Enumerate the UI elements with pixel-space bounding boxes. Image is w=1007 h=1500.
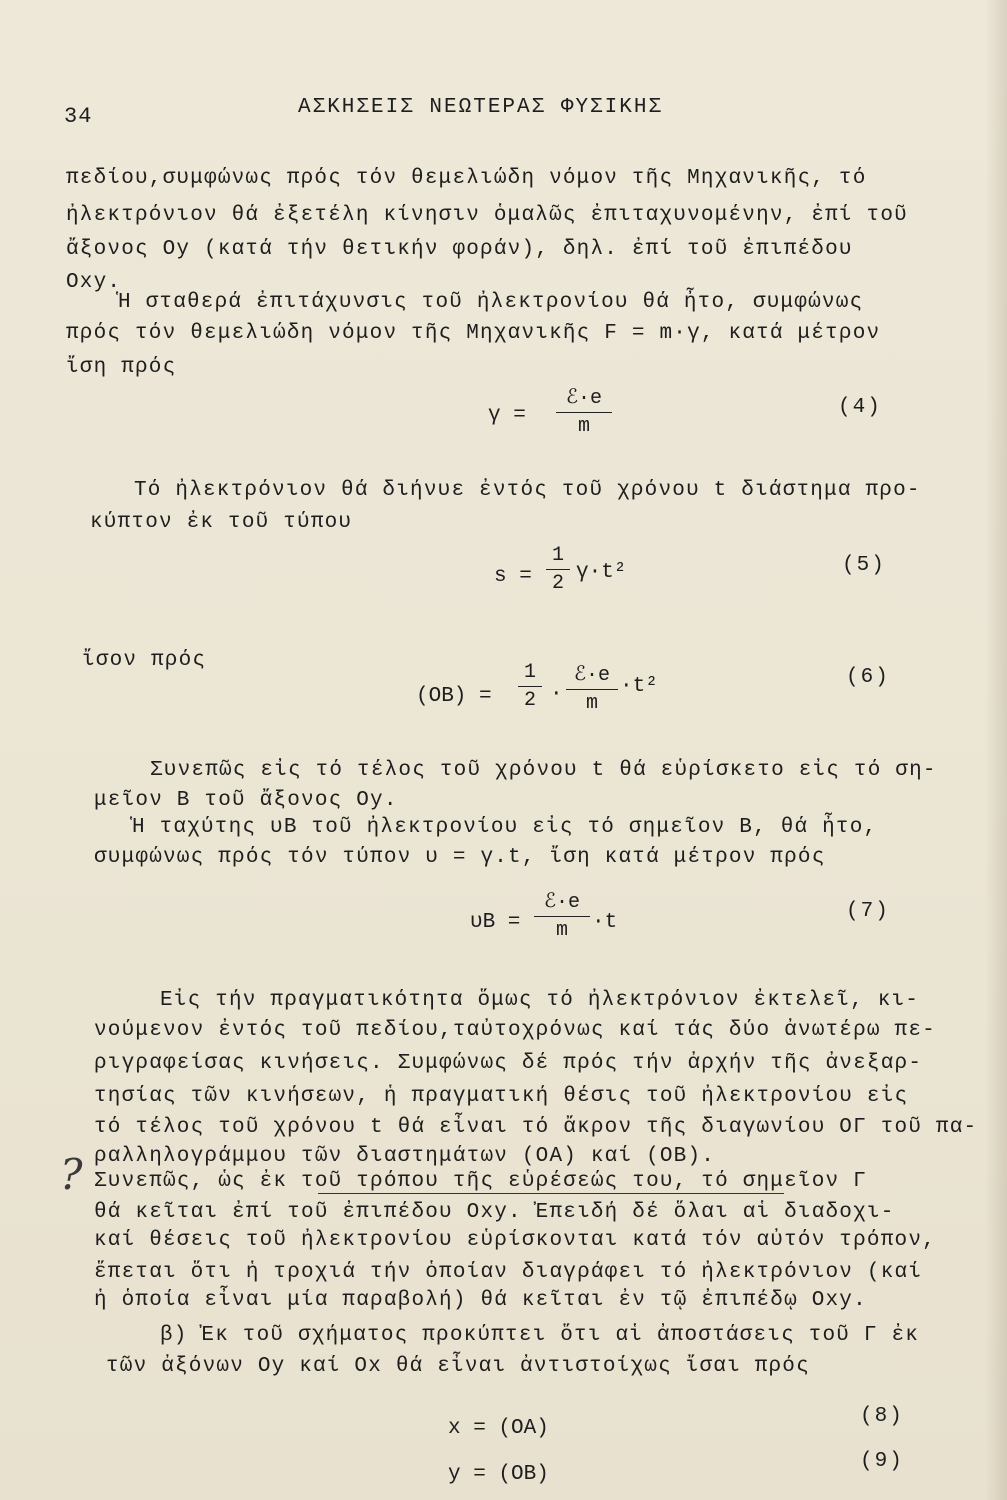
text-line-12: Ἡ ταχύτης υB τοῦ ἠλεκτρονίου εἰς τό σημεῖον B, θά ἦτο, (132, 816, 878, 839)
text-line-26: τῶν ἀξόνων Oy καί Ox θά εἶναι ἀντιστοίχως ἴσαι πρός (106, 1355, 810, 1378)
eq8-number: (8) (860, 1405, 904, 1428)
fraction-bar (534, 916, 590, 917)
handwritten-underline (318, 1193, 784, 1194)
eq7-fraction (534, 888, 590, 942)
text-line-25: β) Ἐκ τοῦ σχήματος προκύπτει ὅτι αἱ ἀποστάσεις τοῦ Γ ἐκ (160, 1324, 920, 1347)
text-line-1: πεδίου,συμφώνως πρός τόν θεμελιώδη νόμον τῆς Μηχανικῆς, τό (66, 167, 867, 190)
eq6-denominator-2: m (585, 692, 598, 715)
eq5-numerator: 1 (551, 544, 564, 567)
eq6-numerator-1: 1 (523, 661, 536, 684)
eq6-fraction-2 (566, 661, 618, 715)
eq5-fraction (546, 544, 570, 595)
text-line-24: ἡ ὁποία εἶναι μία παραβολή) θά κεῖται ἐν τῷ ἐπιπέδῳ Oxy. (94, 1289, 867, 1312)
fraction-bar (566, 689, 618, 690)
text-line-4b: Ἡ σταθερά ἐπιτάχυνσις τοῦ ἠλεκτρονίου θά ἦτο, συμφώνως (118, 291, 864, 314)
text-line-5: πρός τόν θεμελιώδη νόμον τῆς Μηχανικῆς F = m·γ, κατά μέτρον (66, 322, 881, 345)
eq6-fraction-1 (518, 661, 542, 712)
eq6-denominator-1: 2 (523, 689, 536, 712)
handwritten-question-mark: ? (60, 1150, 83, 1199)
eq7-lhs: υB = (470, 911, 521, 934)
text-line-10: Συνεπῶς εἰς τό τέλος τοῦ χρόνου t θά εὑρίσκετο εἰς τό ση- (150, 759, 937, 782)
eq4-number: (4) (838, 396, 882, 419)
text-line-14: Εἰς τήν πραγματικότητα ὅμως τό ἠλεκτρόνιον ἐκτελεῖ, κι- (160, 989, 920, 1012)
eq7-rest: ·t (592, 911, 618, 934)
text-line-11: μεῖον B τοῦ ἄξονος Oy. (94, 789, 398, 812)
text-line-21: θά κεῖται ἐπί τοῦ ἐπιπέδου Oxy. Ἐπειδή δέ ὅλαι αἱ διαδοχι- (94, 1201, 895, 1224)
eq7-denominator: m (555, 919, 568, 942)
text-line-6: ἴση πρός (66, 356, 177, 379)
text-line-23: ἕπεται ὅτι ἡ τροχιά τήν ὁποίαν διαγράφει τό ἠλεκτρόνιον (καί (94, 1261, 923, 1284)
eq7-numerator: ℰ·e (543, 891, 581, 914)
eq7-number: (7) (846, 900, 890, 923)
text-line-3: ἄξονος Oy (κατά τήν θετικήν φοράν), δηλ. ἐπί τοῦ ἐπιπέδου (66, 238, 853, 261)
eq5-number: (5) (842, 554, 886, 577)
eq6-numerator-2: ℰ·e (573, 664, 611, 687)
eq4-denominator: m (577, 415, 590, 438)
page-edge-shadow (985, 0, 1007, 1500)
text-line-16: ριγραφείσας κινήσεις. Συμφώνως δέ πρός τήν ἀρχήν τῆς ἀνεξαρ- (94, 1052, 923, 1075)
eq4-lhs: γ = (488, 404, 526, 427)
eq6-dot: · (550, 683, 563, 706)
eq5-lhs: s = (494, 565, 532, 588)
eq6-number: (6) (846, 666, 890, 689)
text-line-20: Συνεπῶς, ὡς ἐκ τοῦ τρόπου τῆς εὑρέσεώς του, τό σημεῖον Γ (94, 1170, 867, 1193)
fraction-bar (518, 686, 542, 687)
eq4-fraction (556, 384, 612, 438)
eq5-denominator: 2 (551, 572, 564, 595)
text-line-17: τησίας τῶν κινήσεων, ἡ πραγματική θέσις τοῦ ἠλεκτρονίου εἰς (94, 1085, 909, 1108)
text-line-8: κύπτον ἐκ τοῦ τύπου (90, 511, 353, 534)
eq8-text: x = (OA) (448, 1417, 549, 1440)
text-line-19: ραλληλογράμμου τῶν διαστημάτων (OA) καί (OB). (94, 1145, 716, 1168)
eq6-lhs: (OB) = (416, 685, 492, 708)
fraction-bar (556, 412, 612, 413)
text-line-22: καί θέσεις τοῦ ἠλεκτρονίου εὑρίσκονται κατά τόν αὐτόν τρόπον, (94, 1229, 936, 1252)
page-number: 34 (64, 104, 93, 129)
text-line-9: ἴσον πρός (82, 649, 207, 672)
text-line-4a: Oxy. (66, 271, 122, 294)
eq4-numerator: ℰ·e (565, 387, 603, 410)
page-header-title: ΑΣΚΗΣΕΙΣ ΝΕΩΤΕΡΑΣ ΦΥΣΙΚΗΣ (298, 96, 664, 119)
eq5-rest: γ·t² (576, 561, 627, 584)
text-line-15: νούμενον ἐντός τοῦ πεδίου,ταὐτοχρόνως καί τάς δύο ἀνωτέρω πε- (94, 1019, 936, 1042)
text-line-18: τό τέλος τοῦ χρόνου t θά εἶναι τό ἄκρον τῆς διαγωνίου OΓ τοῦ πα- (94, 1116, 978, 1139)
eq9-text: y = (OB) (448, 1463, 549, 1486)
text-line-2: ἠλεκτρόνιον θά ἐξετέλη κίνησιν ὁμαλῶς ἐπιταχυνομένην, ἐπί τοῦ (66, 204, 908, 227)
text-line-7: Τό ἠλεκτρόνιον θά διήνυε ἐντός τοῦ χρόνου t διάστημα προ- (134, 479, 921, 502)
eq6-rest: ·t² (620, 675, 658, 698)
fraction-bar (546, 569, 570, 570)
text-line-13: συμφώνως πρός τόν τύπον υ = γ.t, ἴση κατά μέτρον πρός (94, 846, 826, 869)
eq9-number: (9) (860, 1450, 904, 1473)
